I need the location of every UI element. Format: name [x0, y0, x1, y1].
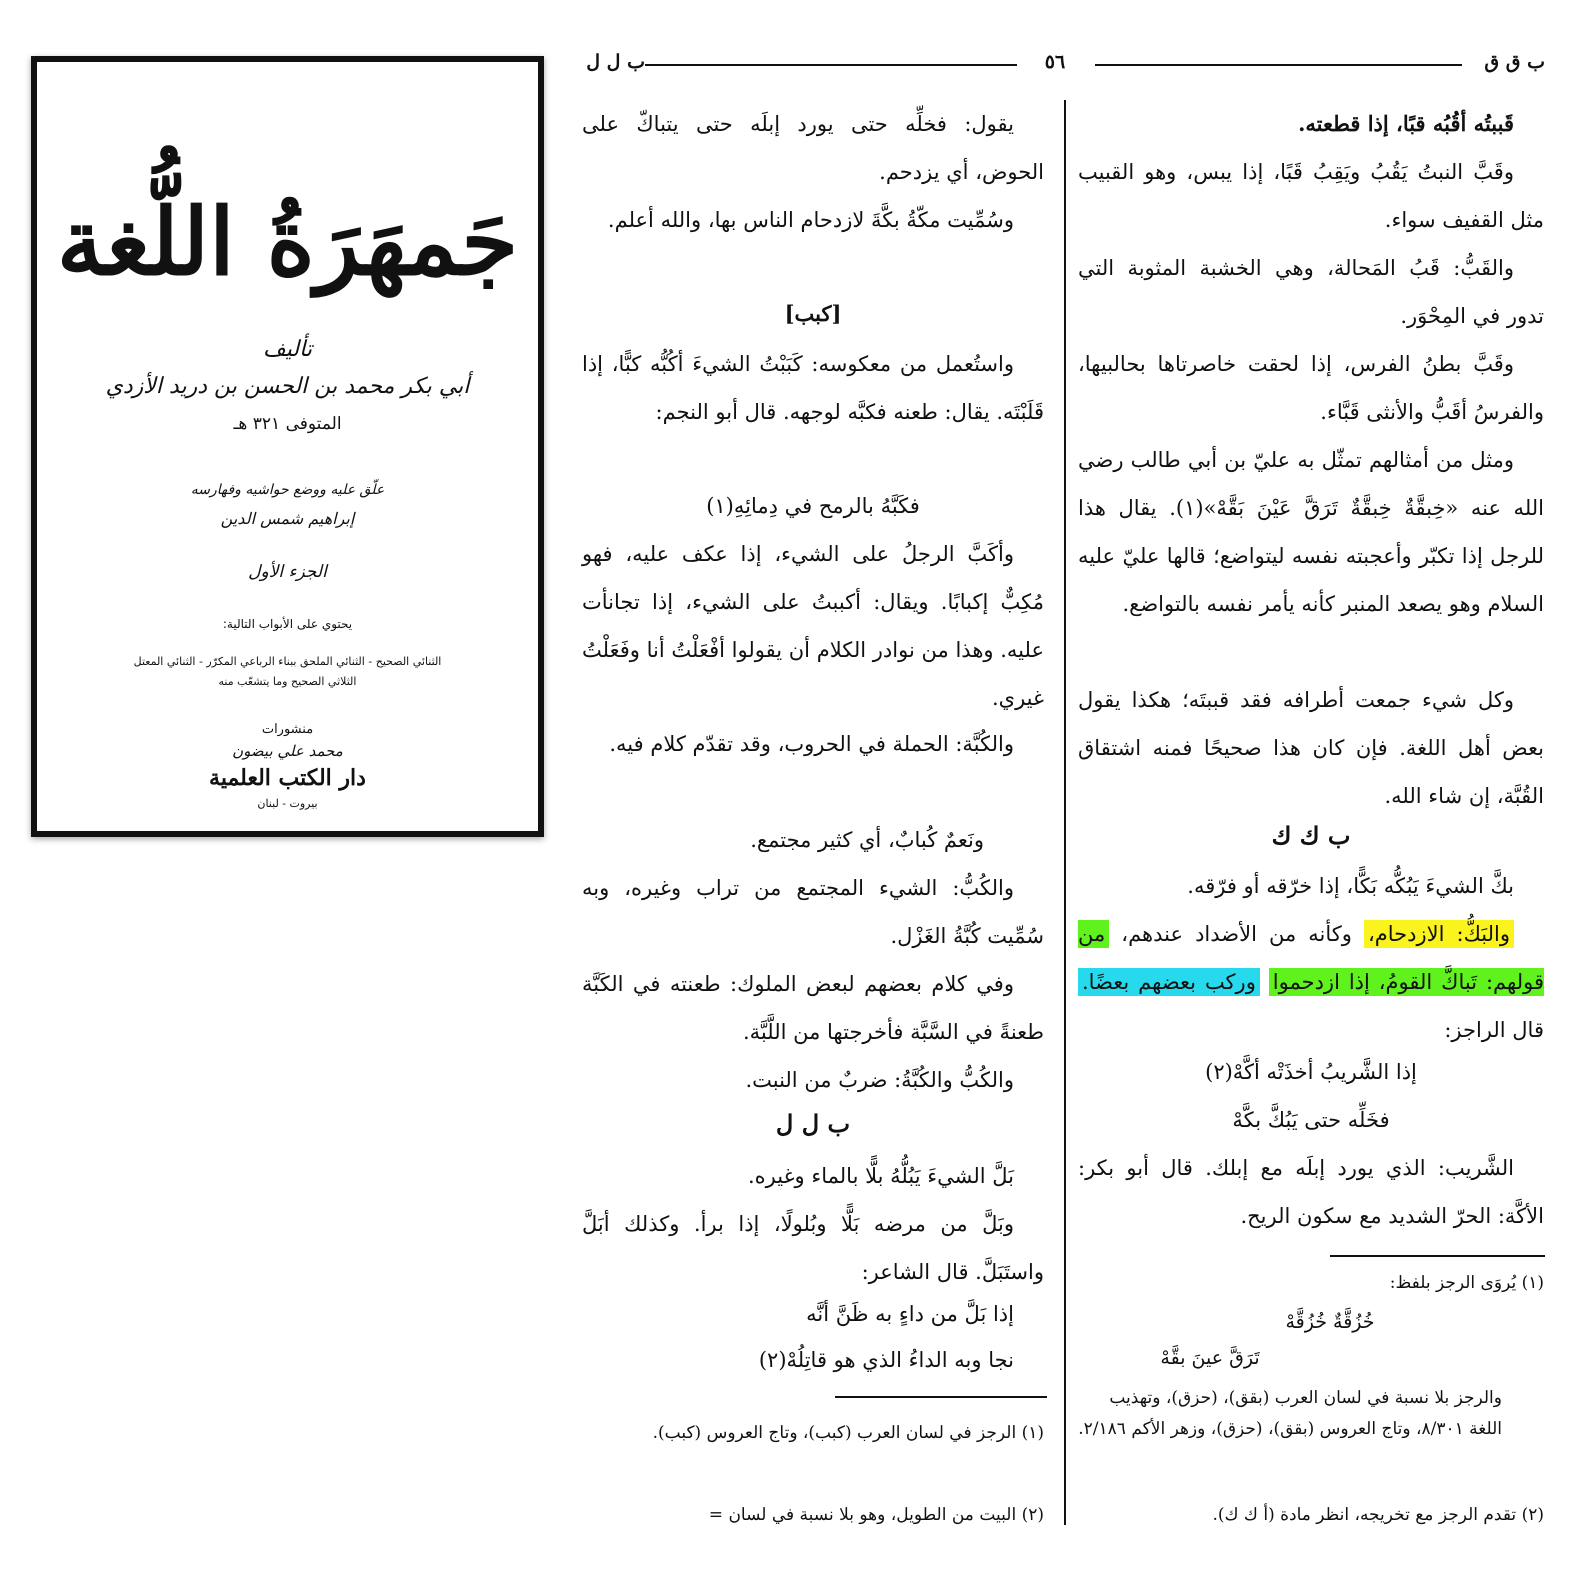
paragraph: وبَلَّ من مرضه بَلًّا وبُلولًا، إذا برأ. وكذلك أبَلَّ واستَبَلَّ. قال الشاعر: — [582, 1212, 1044, 1284]
verse-line: إذا بَلَّ من داءٍ به ظَنَّ أنَّه — [806, 1302, 1014, 1326]
paragraph: ومثل من أمثالهم تمثّل به عليّ بن أبي طالب رضي الله عنه «خِبقَّةٌ خِبقَّةٌ تَرَقَّ عَيْنَ بَقَّهْ»(١). يقال هذا للرجل إذا تكبّر وأعجبته نفسه ليتواضع؛ قالها عليّ عليه السلام وهو يصعد المنبر كأنه يأمر نفسه بالتواضع. — [1078, 448, 1545, 616]
paragraph: والقَبُّ: قَبُ المَحالة، وهي الخشبة المثوبة التي تدور في المِحْوَر. — [1078, 256, 1544, 328]
verse-line: إذا الشَّريبُ أخذَتْه أكَّهْ(٢) — [1205, 1060, 1417, 1084]
cover-publisher-house: دار الكتب العلمية — [209, 765, 366, 791]
paragraph: واستُعمل من معكوسه: كَبَبْتُ الشيءَ أكُبُّه كبًّا، إذا قَلَبْتَه. يقال: طعنه فكبَّه لوجهه. قال أبو النجم: — [582, 352, 1044, 424]
paragraph: وكل شيء جمعت أطرافه فقد قببتَه؛ هكذا يقول بعض أهل اللغة. فإن كان هذا صحيحًا فمنه اشتقاق القُبَّة، إن شاء الله. — [1078, 688, 1544, 808]
running-head-right: ب ق ق — [1484, 51, 1545, 73]
paragraph: الشَّريب: الذي يورد إبلَه مع إبلك. قال أبو بكر: الأكَّة: الحرّ الشديد مع سكون الريح. — [1078, 1156, 1544, 1228]
header-rule-left — [645, 64, 1017, 66]
paragraph: ونَعمٌ كُبابٌ، أي كثير مجتمع. — [750, 828, 984, 852]
paragraph: والكُبَّة: الحملة في الحروب، وقد تقدّم كلام فيه. — [609, 732, 1014, 756]
cover-sections — [57, 652, 518, 692]
left-column — [582, 100, 1044, 1390]
cover-sections-line: الثنائي الصحيح - الثنائي الملحق ببناء الرباعي المكرّر - الثنائي المعتل — [133, 655, 442, 668]
paragraph: والكُبُّ: الشيء المجتمع من تراب وغيره، وبه سُمِّيت كُبَّةُ الغَزْل. — [582, 876, 1044, 948]
right-column — [1078, 100, 1544, 1260]
paragraph-text: قال الراجز: — [1444, 1018, 1544, 1042]
paragraph: وسُمِّيت مكّةُ بكَّةَ لازدحام الناس بها، والله أعلم. — [607, 208, 1014, 232]
cover-editor-note: علّق عليه ووضع حواشيه وفهارسه — [190, 482, 385, 498]
root-heading: ب ل ل — [775, 1109, 851, 1138]
column-separator — [1064, 100, 1066, 1525]
cover-publisher-name: محمد علي بيضون — [232, 742, 343, 760]
root-heading: ب ك ك — [1271, 821, 1351, 850]
paragraph: يقول: فخلِّه حتى يورد إبلَه حتى يتباكّ على الحوض، أي يزدحم. — [582, 112, 1044, 184]
cover-contents-label: يحتوي على الأبواب التالية: — [222, 617, 353, 631]
footnote-rule — [835, 1396, 1047, 1398]
paragraph: وأكَبَّ الرجلُ على الشيء، إذا عكف عليه، فهو مُكِبٌّ إكبابًا. ويقال: أكببتُ على الشيء، إذا تجانأت عليه. وهذا من نوادر الكلام أن يقولوا أفْعَلْتُ أنا وفَعَلْتُ غيري. — [582, 542, 1044, 710]
book-cover — [31, 56, 544, 837]
cover-publisher-city: بيروت - لبنان — [257, 797, 318, 810]
cover-author: أبي بكر محمد بن الحسن بن دريد الأزدي — [105, 374, 470, 399]
paragraph: وقَبَّ النبتُ يَقُبُ ويَقِبُ قَبًا، إذا يبس، وهو القبيب مثل القفيف سواء. — [1078, 160, 1544, 232]
paragraph: وقَبَّ بطنُ الفرس، إذا لحقت خاصرتاها بحالبيها، والفرسُ أقَبُّ والأنثى قَبَّاء. — [1078, 352, 1544, 424]
verse-line: فكَبَّهُ بالرمح في دِمائِهِ(١) — [706, 494, 920, 518]
cover-editor-name: إبراهيم شمس الدين — [220, 509, 355, 528]
highlighted-paragraph — [1078, 910, 1544, 1054]
paragraph: قَببتُه أقُبُه قبًا، إذا قطعته. — [1298, 111, 1514, 136]
highlight-yellow: والبَكُّ: الازدحام، — [1364, 920, 1514, 948]
footnote-rule — [1330, 1255, 1545, 1257]
header-rule-right — [1095, 64, 1462, 66]
paragraph: والكُبُّ والكُبَّةُ: ضربٌ من النبت. — [745, 1068, 1014, 1092]
verse-line: نجا وبه الداءُ الذي هو قاتِلُهْ(٢) — [758, 1348, 1014, 1372]
entry-heading: [كبب] — [784, 301, 842, 326]
footnote-verse: خُزُقَّةٌ خُزُقَّهْ — [1285, 1311, 1375, 1333]
footnote: (٢) تقدم الرجز مع تخريجه، انظر مادة (أ ك ك). — [1212, 1505, 1544, 1525]
highlight-cyan: وركب بعضهم بعضًا. — [1078, 968, 1260, 996]
page-number: ٥٦ — [1044, 51, 1066, 73]
paragraph: وفي كلام بعضهم لبعض الملوك: طعنته في الكَبَّة طعنةً في السَّبَّة فأخرجتها من اللَّبَّة. — [582, 972, 1044, 1044]
footnote-verse: تَرَقَّ عينَ بقَّهْ — [1160, 1347, 1260, 1369]
footnote: (٢) البيت من الطويل، وهو بلا نسبة في لسان = — [708, 1505, 1044, 1525]
paragraph: بَلَّ الشيءَ يَبُلُّهُ بلًّا بالماء وغيره. — [747, 1164, 1014, 1188]
running-head-left: ب ل ل — [586, 51, 645, 73]
cover-publisher-label: منشورات — [261, 722, 314, 737]
paragraph: بكَّ الشيءَ يَبُكُّه بَكًّا، إذا خرّقه أو فرّقه. — [1187, 874, 1514, 898]
verse-line: فخَلِّه حتى يَبُكَّ بكَّهْ — [1232, 1108, 1390, 1132]
cover-death-date: المتوفى ٣٢١ هـ — [233, 414, 342, 434]
paragraph-text: وكأنه من الأضداد عندهم، — [1109, 922, 1364, 946]
cover-volume: الجزء الأول — [248, 562, 327, 582]
highlight-green: من قولهم: تَباكَّ القومُ، إذا ازدحموا — [1078, 922, 1544, 994]
cover-author-label: تأليف — [263, 337, 312, 362]
cover-title: جَمهَرَةُ اللُّغة — [56, 188, 519, 296]
footnote: (١) الرجز في لسان العرب (كبب)، وتاج العروس (كبب). — [652, 1423, 1044, 1443]
footnote: والرجز بلا نسبة في لسان العرب (بقق)، (حزق)، وتهذيب اللغة ٨/٣٠١، وتاج العروس (بقق)، (حزق)، وزهر الأكم ٢/١٨٦. — [1078, 1388, 1502, 1439]
cover-sections-line: الثلاثي الصحيح وما يتشعّب منه — [218, 675, 357, 688]
footnote: (١) يُروَى الرجز بلفظ: — [1389, 1273, 1544, 1293]
